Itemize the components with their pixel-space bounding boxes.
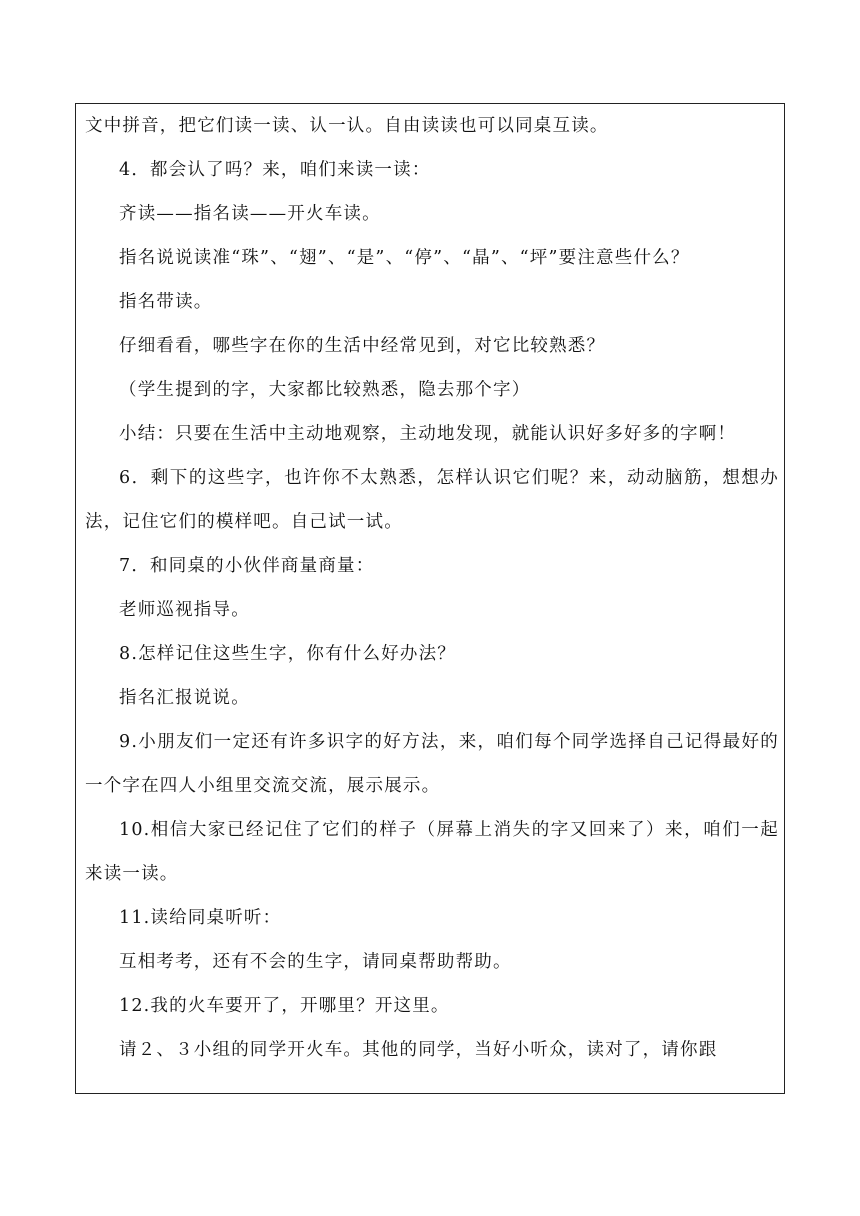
- paragraph-train-reading: 请２、３小组的同学开火车。其他的同学，当好小听众，读对了，请你跟: [119, 1040, 718, 1060]
- paragraph-lead-reading: 指名带读。: [119, 292, 213, 312]
- paragraph-teacher-guidance: 老师巡视指导。: [119, 600, 250, 620]
- paragraph-step-6: 6．剩下的这些字，也许你不太熟悉，怎样认识它们呢？来，动动脑筋，想想办法，记住它们的模样吧。自己试一试。: [85, 468, 779, 532]
- paragraph-step-9: 9.小朋友们一定还有许多识字的好方法，来，咱们每个同学选择自己记得最好的一个字在四人小组里交流交流，展示展示。: [85, 732, 779, 796]
- paragraph-continued-reading: 文中拼音，把它们读一读、认一认。自由读读也可以同桌互读。: [85, 116, 609, 136]
- paragraph-step-7: 7．和同桌的小伙伴商量商量：: [119, 556, 375, 576]
- lesson-plan-table-cell: [75, 103, 785, 1094]
- paragraph-pronunciation-question: 指名说说读准“珠”、“翅”、“是”、“停”、“晶”、“坪”要注意些什么？: [119, 248, 690, 268]
- paragraph-familiar-characters: 仔细看看，哪些字在你的生活中经常见到，对它比较熟悉？: [119, 336, 606, 356]
- paragraph-note-hide-character: （学生提到的字，大家都比较熟悉，隐去那个字）: [119, 380, 531, 400]
- paragraph-step-8: 8.怎样记住这些生字，你有什么好办法？: [119, 644, 456, 664]
- paragraph-step-10: 10.相信大家已经记住了它们的样子（屏幕上消失的字又回来了）来，咱们一起来读一读。: [85, 820, 779, 884]
- paragraph-step-4: 4．都会认了吗？来，咱们来读一读：: [119, 160, 431, 180]
- paragraph-report: 指名汇报说说。: [119, 688, 250, 708]
- paragraph-step-12: 12.我的火车要开了，开哪里？开这里。: [119, 996, 450, 1016]
- paragraph-step-11: 11.读给同桌听听：: [119, 908, 282, 928]
- paragraph-reading-modes: 齐读——指名读——开火车读。: [119, 204, 381, 224]
- paragraph-peer-quiz: 互相考考，还有不会的生字，请同桌帮助帮助。: [119, 952, 512, 972]
- paragraph-summary: 小结：只要在生活中主动地观察，主动地发现，就能认识好多好多的字啊！: [119, 424, 737, 444]
